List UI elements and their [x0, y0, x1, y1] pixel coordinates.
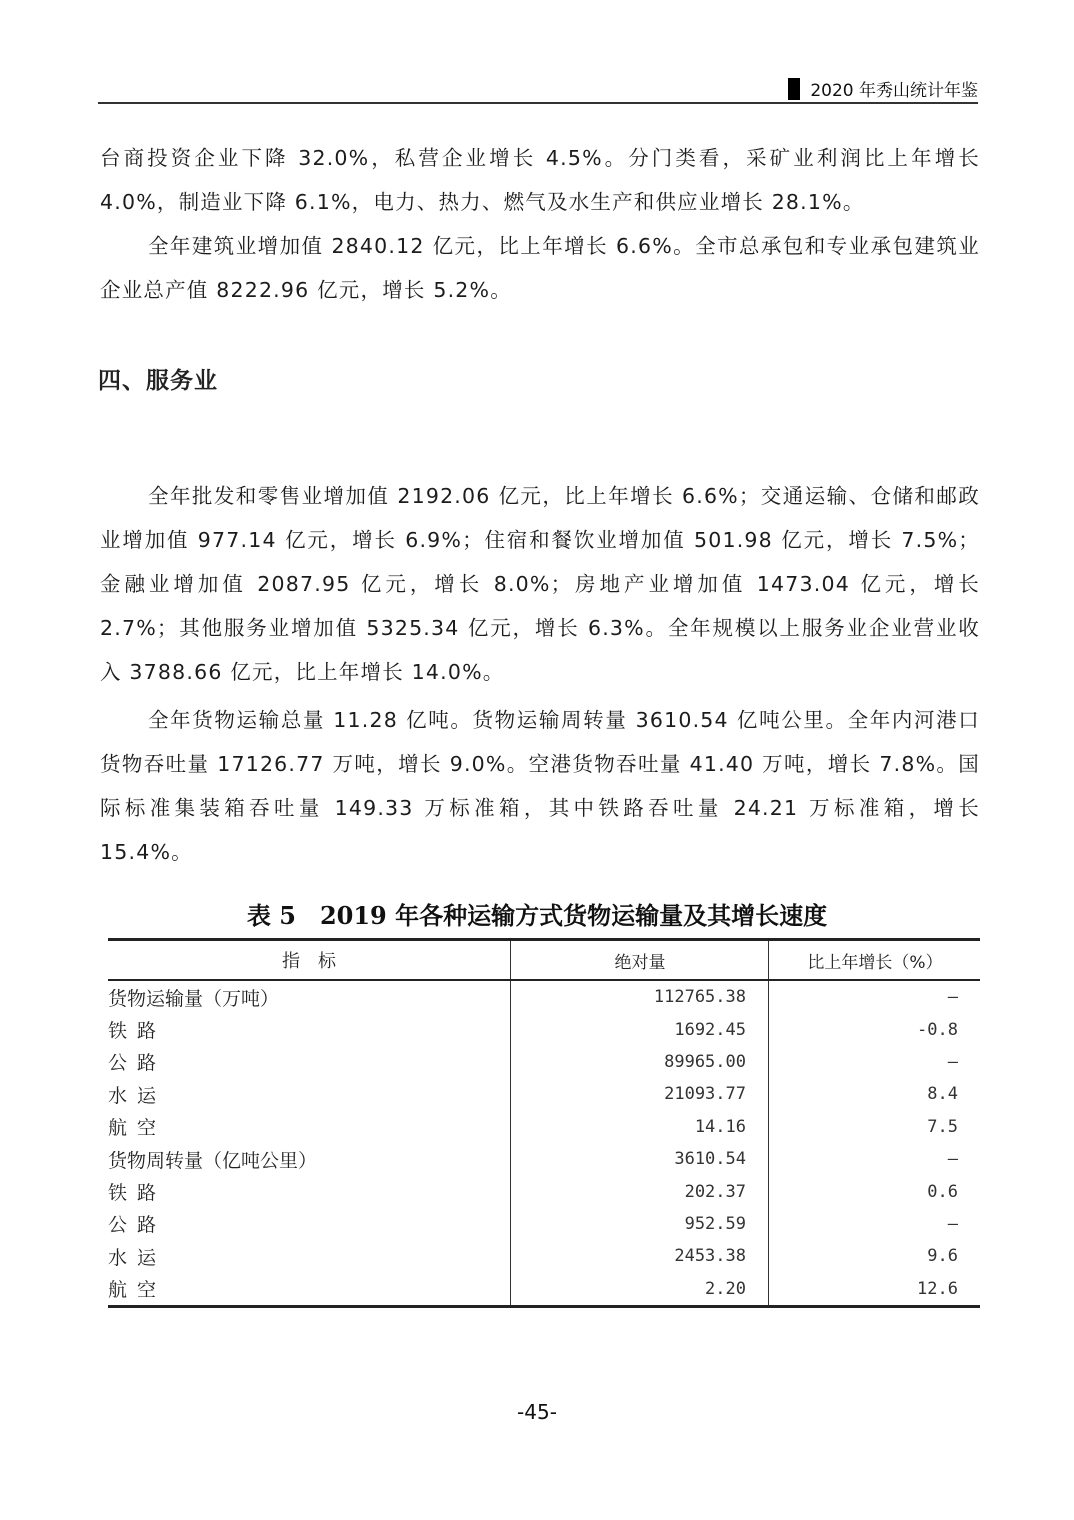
row-growth: — — [947, 987, 958, 1008]
row-label: 铁路 — [108, 1175, 511, 1207]
header-absolute-value: 绝对量 — [511, 940, 769, 981]
row-label: 公路 — [108, 1046, 511, 1078]
table-row — [108, 1111, 980, 1143]
table-row — [108, 1175, 980, 1207]
row-value: 1692.45 — [511, 1013, 769, 1045]
row-label: 航空 — [108, 1111, 511, 1143]
paragraph-services-value-added: 全年批发和零售业增加值 2192.06 亿元，比上年增长 6.6%；交通运输、仓储和邮政业增加值 977.14 亿元，增长 6.9%；住宿和餐饮业增加值 501.98 亿元，增长 7.5%；金融业增加值 2087.95 亿元，增长 8.0%；房地产业增加值 1473.04 亿元，增长 2.7%；其他服务业增加值 5325.34 亿元，增长 6.3%。全年规模以上服务业企业营业收入 3788.66 亿元，比上年增长 14.0%。 — [100, 484, 980, 684]
row-label: 货物运输量（万吨） — [108, 980, 511, 1013]
row-label: 航空 — [108, 1273, 511, 1307]
table-row — [108, 1013, 980, 1045]
row-growth: — — [947, 1051, 958, 1072]
row-label: 水运 — [108, 1078, 511, 1110]
row-value: 952.59 — [511, 1208, 769, 1240]
row-growth: 7.5 — [927, 1116, 958, 1137]
row-label: 公路 — [108, 1208, 511, 1240]
paragraph-construction: 全年建筑业增加值 2840.12 亿元，比上年增长 6.6%。全市总承包和专业承包建筑业企业总产值 8222.96 亿元，增长 5.2%。 — [100, 234, 980, 302]
row-value: 2.20 — [511, 1273, 769, 1307]
row-value: 202.37 — [511, 1175, 769, 1207]
table-row — [108, 1240, 980, 1272]
row-growth: 12.6 — [769, 1273, 981, 1307]
row-label: 水运 — [108, 1240, 511, 1272]
row-value: 2453.38 — [511, 1240, 769, 1272]
table-row — [108, 980, 980, 1013]
row-growth: 8.4 — [927, 1084, 958, 1105]
table-row — [108, 1273, 980, 1307]
header-title-group — [788, 76, 978, 101]
page-number: -45- — [517, 1400, 557, 1424]
row-value: 3610.54 — [511, 1143, 769, 1175]
paragraph-freight-transport: 全年货物运输总量 11.28 亿吨。货物运输周转量 3610.54 亿吨公里。全年内河港口货物吞吐量 17126.77 万吨，增长 9.0%。空港货物吞吐量 41.40 万吨，增长 7.8%。国际标准集装箱吞吐量 149.33 万标准箱，其中铁路吞吐量 24.21 万标准箱，增长 15.4%。 — [100, 708, 980, 864]
row-value: 21093.77 — [511, 1078, 769, 1110]
row-value: 14.16 — [511, 1111, 769, 1143]
paragraph-profit-by-type: 台商投资企业下降 32.0%，私营企业增长 4.5%。分门类看，采矿业利润比上年增长 4.0%，制造业下降 6.1%，电力、热力、燃气及水生产和供应业增长 28.1%。 — [100, 146, 980, 214]
row-value: 89965.00 — [511, 1046, 769, 1078]
row-value: 112765.38 — [511, 980, 769, 1013]
row-growth: — — [947, 1213, 958, 1234]
table-row — [108, 1046, 980, 1078]
row-label: 铁路 — [108, 1013, 511, 1045]
row-growth: 9.6 — [927, 1246, 958, 1267]
header-marker-block — [788, 78, 800, 100]
header-growth: 比上年增长（%） — [769, 940, 981, 981]
table-header-row — [108, 940, 980, 981]
row-growth: -0.8 — [917, 1019, 958, 1040]
table-row — [108, 1208, 980, 1240]
table-row — [108, 1078, 980, 1110]
table-row — [108, 1143, 980, 1175]
running-header — [98, 70, 978, 104]
section-title-services: 四、服务业 — [98, 368, 218, 394]
freight-table — [108, 938, 980, 1308]
row-label: 货物周转量（亿吨公里） — [108, 1143, 511, 1175]
header-indicator: 指 标 — [108, 940, 511, 981]
table-title: 表 5 2019 年各种运输方式货物运输量及其增长速度 — [246, 901, 828, 930]
row-growth: 0.6 — [927, 1181, 958, 1202]
row-growth: — — [947, 1149, 958, 1170]
header-title: 2020 年秀山统计年鉴 — [810, 81, 978, 101]
